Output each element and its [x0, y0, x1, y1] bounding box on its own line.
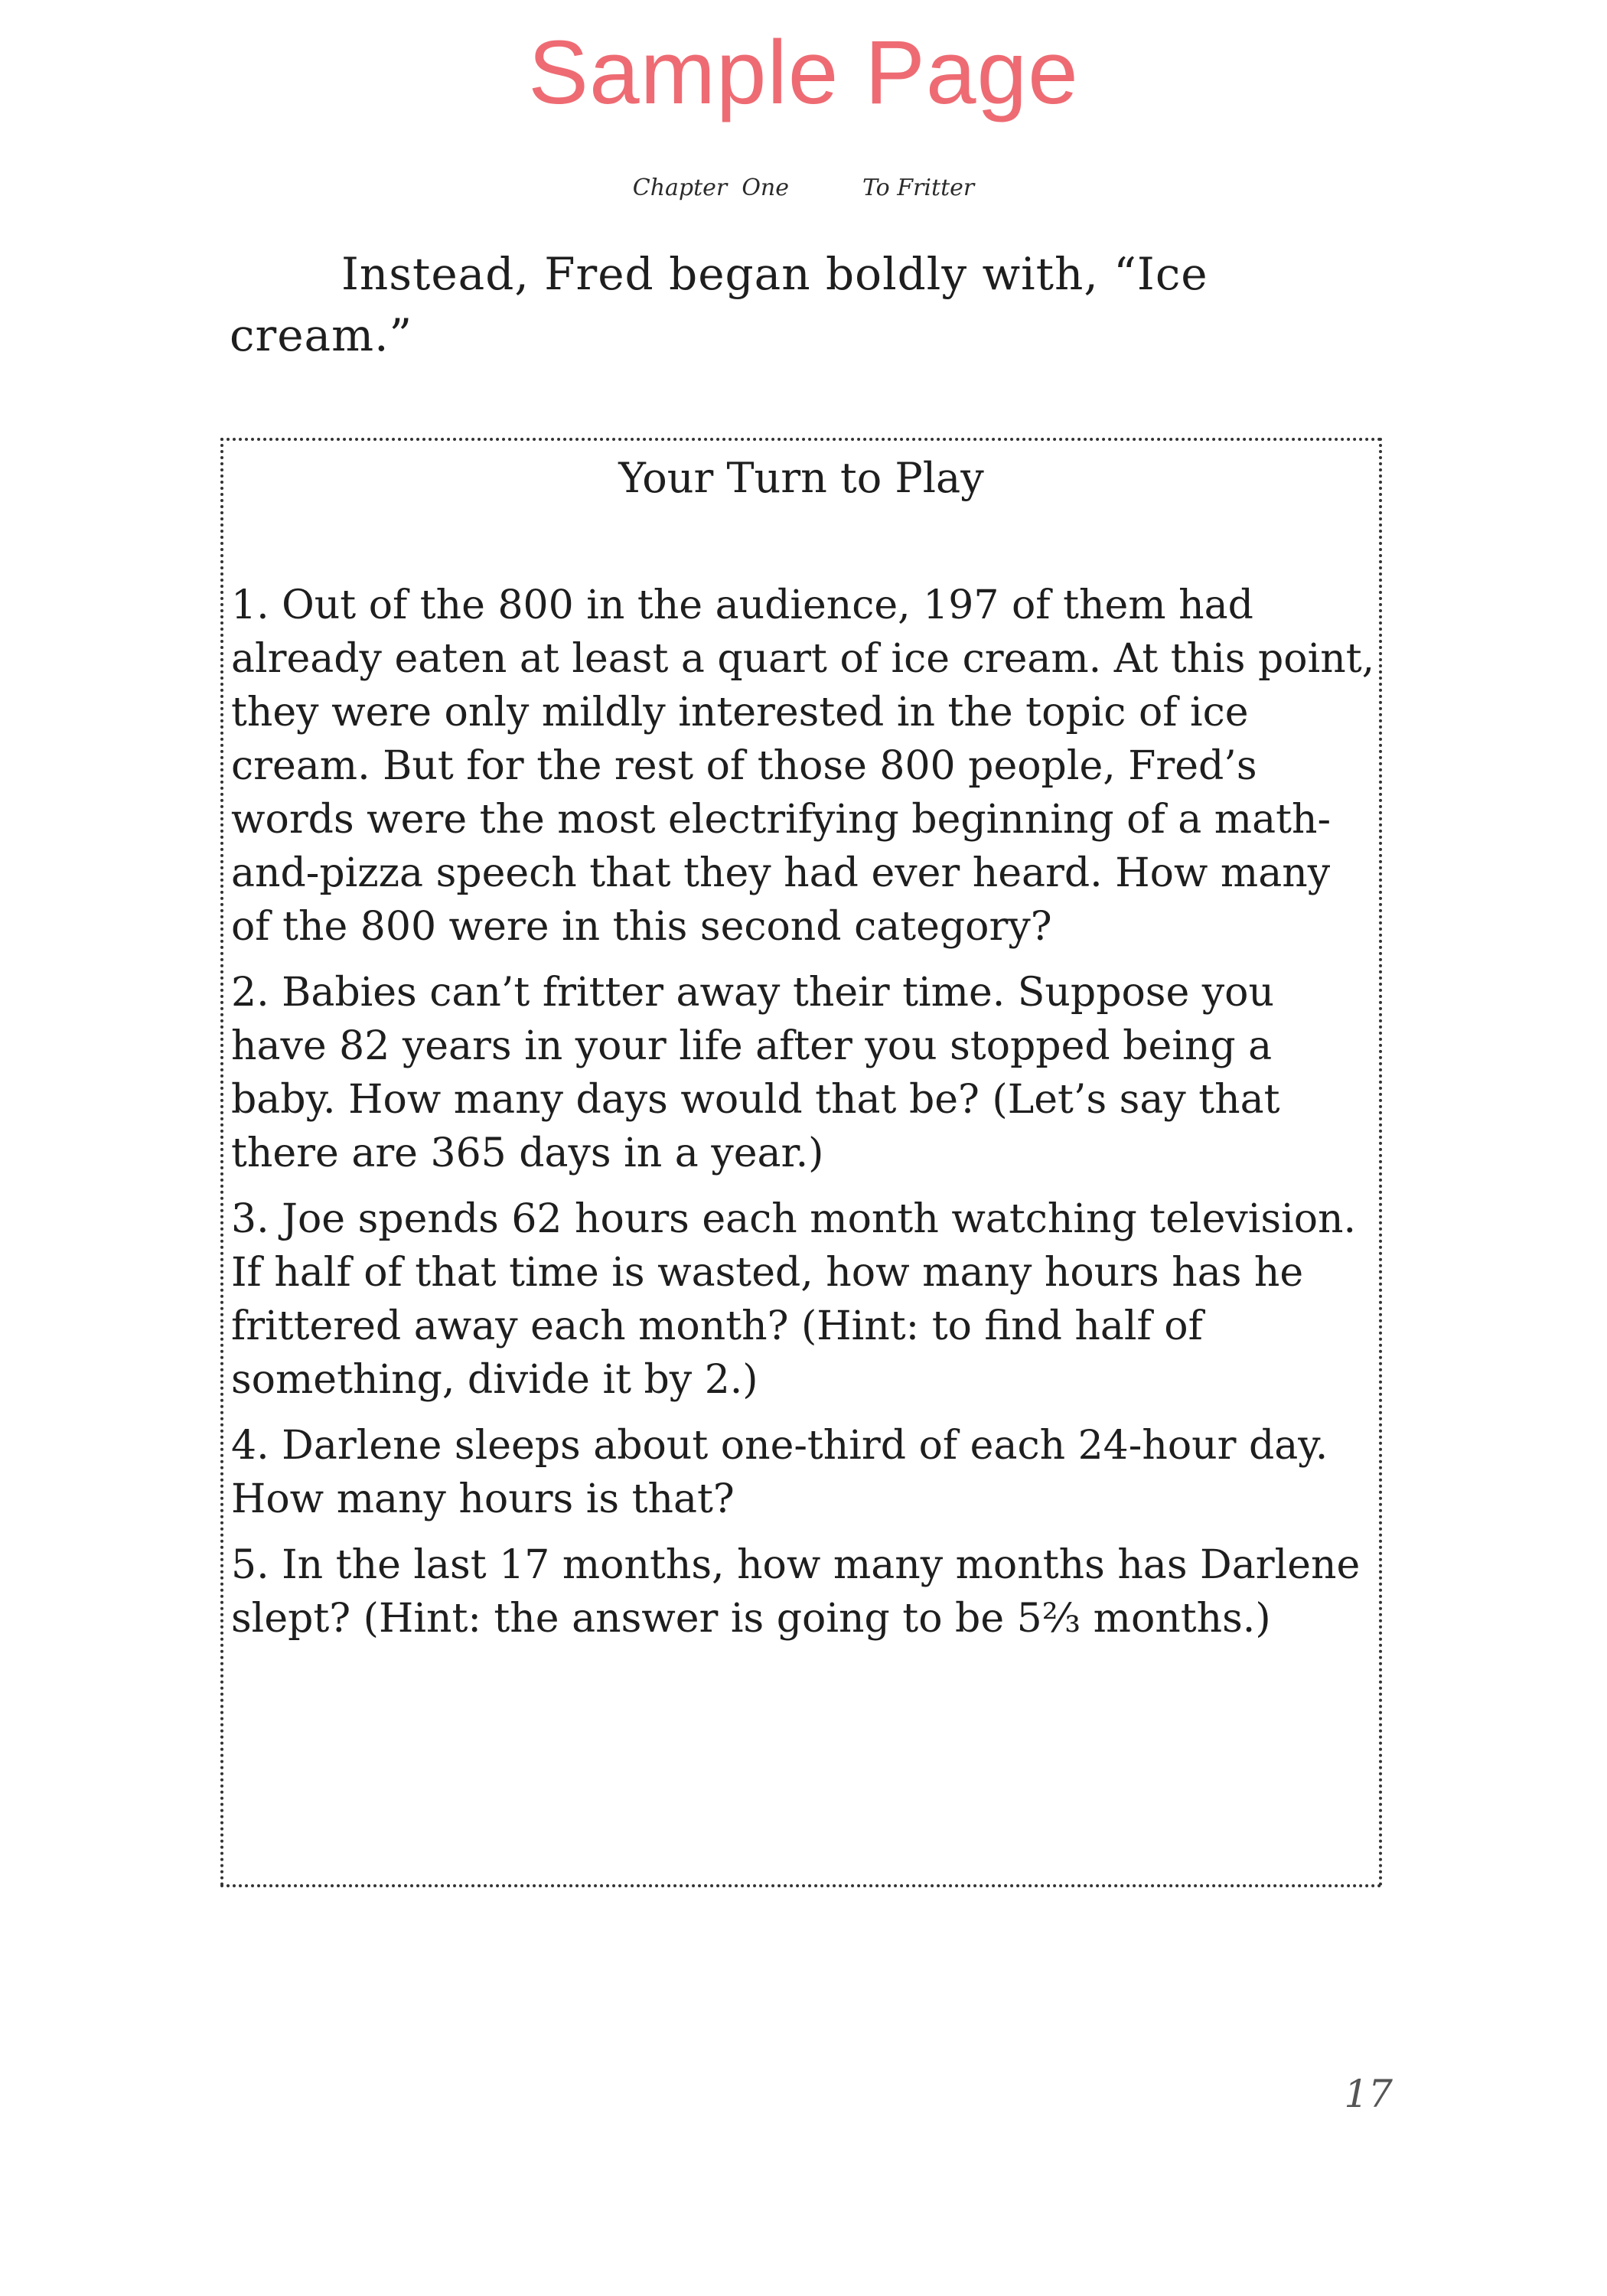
- chapter-label: Chapter One: [632, 174, 789, 201]
- lead-paragraph: Instead, Fred began boldly with, “Ice cream.”: [230, 248, 1208, 361]
- problem-list: [231, 579, 1379, 1658]
- sample-page-watermark: Sample Page: [528, 22, 1079, 123]
- section-label: To Fritter: [862, 174, 975, 201]
- problem-item: 2. Babies can’t fritter away their time. Suppose you have 82 years in your life after you stopped being a baby. How many days would that be? (Let’s say that there are 365 days in a year.): [231, 970, 1280, 1176]
- problem-item: 3. Joe spends 62 hours each month watching television. If half of that time is wasted, how many hours has he frittered away each month? (Hint: to find half of something, divide it by 2.): [231, 1196, 1357, 1403]
- problem-item: 5. In the last 17 months, how many months has Darlene slept? (Hint: the answer is going to be 5⅔ months.): [231, 1542, 1361, 1642]
- exercise-title: Your Turn to Play: [618, 454, 984, 502]
- page-number: 17: [1344, 2072, 1393, 2116]
- problem-item: 1. Out of the 800 in the audience, 197 of them had already eaten at least a quart of ice cream. At this point, they were only mildly interested in the topic of ice cream. But for the rest of those 800 people, Fred’s words were the most electrifying beginning of a math-and-pizza speech that they had ever heard. How many of the 800 were in this second category?: [231, 582, 1375, 950]
- running-header: [0, 173, 1607, 204]
- problem-item: 4. Darlene sleeps about one-third of each 24-hour day. How many hours is that?: [231, 1423, 1328, 1522]
- exercise-box: [220, 438, 1382, 1887]
